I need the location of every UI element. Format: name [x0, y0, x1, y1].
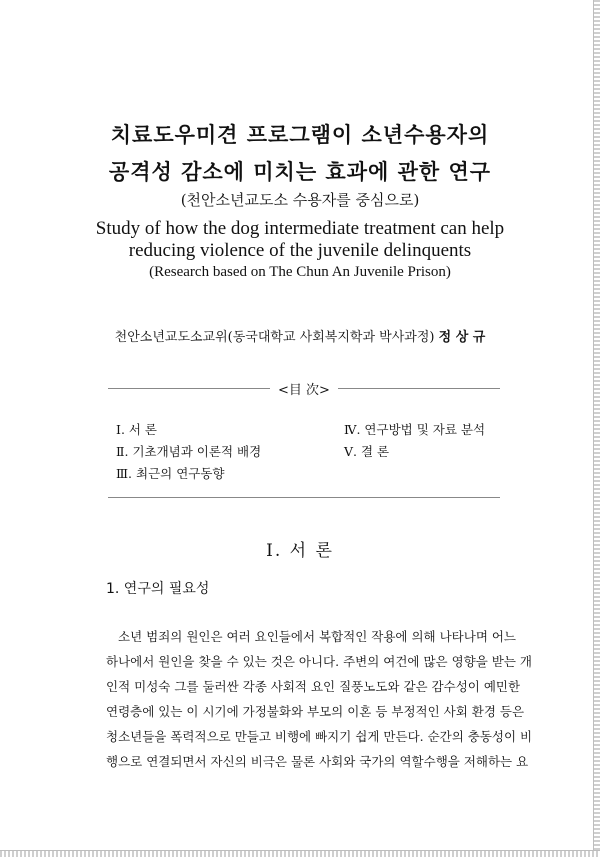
- paragraph-line: 소년 범죄의 원인은 여러 요인들에서 복합적인 작용에 의해 나타나며 어느: [118, 629, 517, 644]
- table-of-contents: [108, 383, 500, 498]
- toc-item-3: Ⅲ. 최근의 연구동향: [116, 466, 225, 481]
- subtitle-korean: (천안소년교도소 수용자를 중심으로): [180, 191, 420, 209]
- title-english-line2: reducing violence of the juvenile delinquents: [128, 240, 472, 261]
- paragraph-line: 청소년들을 폭력적으로 만들고 비행에 빠지기 쉽게 만든다. 순간의 충동성이 비: [106, 729, 533, 744]
- subsection-heading: 1. 연구의 필요성: [106, 581, 210, 597]
- toc-item-2: Ⅱ. 기초개념과 이론적 배경: [116, 444, 262, 459]
- toc-item-4: Ⅳ. 연구방법 및 자료 분석: [344, 422, 486, 437]
- paragraph-line: 인적 미성숙 그를 둘러싼 각종 사회적 요인 질풍노도와 같은 감수성이 예민한: [106, 679, 521, 694]
- page-edge-bottom: [0, 850, 600, 857]
- toc-item-1: Ⅰ. 서 론: [116, 422, 158, 437]
- author-line: [0, 326, 600, 345]
- paragraph-line: 연령층에 있는 이 시기에 가정불화와 부모의 이혼 등 부정적인 사회 환경 등은: [106, 704, 525, 719]
- title-korean-line1: 치료도우미견 프로그램이 소년수용자의: [110, 122, 490, 147]
- title-english-line1: Study of how the dog intermediate treatment can help: [95, 218, 505, 239]
- body-paragraph: [106, 624, 533, 774]
- toc-item-5: Ⅴ. 결 론: [344, 444, 390, 459]
- title-korean-line2: 공격성 감소에 미치는 효과에 관한 연구: [108, 159, 492, 184]
- paragraph-line: 하나에서 원인을 찾을 수 있는 것은 아니다. 주변의 여건에 많은 영향을 받는 개: [106, 654, 532, 669]
- toc-heading: <目 次>: [108, 379, 500, 398]
- paragraph-line: 행으로 연결되면서 자신의 비극은 물론 사회와 국가의 역할수행을 저해하는 요: [106, 754, 529, 769]
- author-name: 정 상 규: [438, 330, 486, 345]
- author-affiliation: 천안소년교도소교위(동국대학교 사회복지학과 박사과정): [114, 330, 435, 345]
- section-title: Ⅰ. 서 론: [266, 541, 334, 561]
- subtitle-english: (Research based on The Chun An Juvenile Prison): [149, 264, 451, 280]
